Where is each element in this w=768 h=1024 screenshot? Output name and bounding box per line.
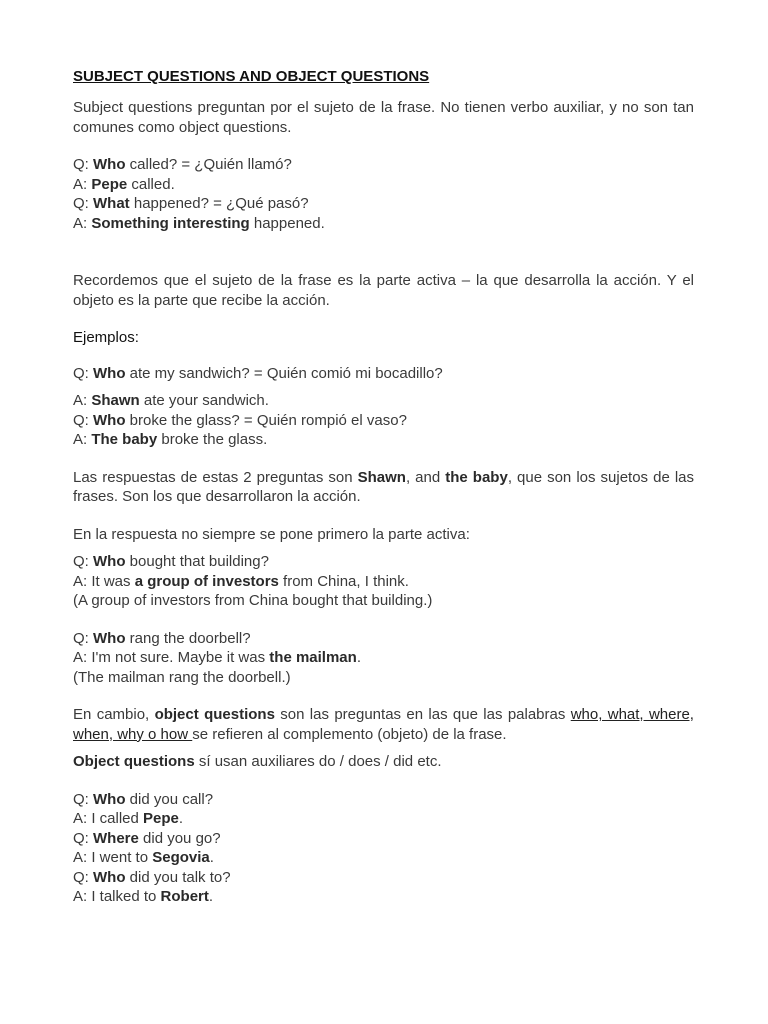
paren-line: (The mailman rang the doorbell.) — [73, 668, 291, 686]
qa-line: Q: Who ate my sandwich? = Quién comió mi bocadillo? — [73, 364, 443, 382]
qa-line: A: Something interesting happened. — [73, 214, 325, 232]
qa-line: Q: Who did you talk to? — [73, 868, 231, 886]
qa-line: A: I called Pepe. — [73, 810, 184, 827]
object-examples-block — [73, 790, 694, 907]
wh-words-underlined: who, what, where, when, why o how — [73, 706, 694, 743]
object-aux-paragraph: Object questions sí usan auxiliares do / does / did etc. — [73, 753, 442, 770]
no-siempre-paragraph: En la respuesta no siempre se pone primero la parte activa: — [73, 525, 470, 543]
qa-line: A: I went to Segovia. — [73, 849, 214, 866]
intro-paragraph: Subject questions preguntan por el sujeto de la frase. No tienen verbo auxiliar, y no son tan comunes como object questions. — [73, 99, 694, 136]
qa-line: Q: What happened? = ¿Qué pasó? — [73, 195, 309, 212]
qa-line: Q: Where did you go? — [73, 829, 221, 847]
qa-line: Q: Who rang the doorbell? — [73, 629, 251, 647]
ejemplos-heading: Ejemplos: — [73, 329, 139, 346]
qa-line: A: It was a group of investors from China, I think. — [73, 572, 409, 590]
recordemos-paragraph: Recordemos que el sujeto de la frase es la parte activa – la que desarrolla la acción. Y el objeto es la parte que recibe la acción. — [73, 272, 694, 309]
qa-line: A: I talked to Robert. — [73, 888, 214, 905]
document-title: SUBJECT QUESTIONS AND OBJECT QUESTIONS — [73, 68, 430, 85]
examples-block — [73, 391, 694, 450]
qa-line: Q: Who did you call? — [73, 790, 214, 808]
subject-examples-block — [73, 155, 694, 233]
qa-line: A: I'm not sure. Maybe it was the mailman. — [73, 649, 361, 666]
respuestas-paragraph: Las respuestas de estas 2 preguntas son Shawn, and the baby, que son los sujetos de las frases. Son los que desarrollaron la acción. — [73, 468, 694, 505]
qa-line: Q: Who broke the glass? = Quién rompió el vaso? — [73, 411, 407, 429]
qa-line: A: Pepe called. — [73, 175, 175, 193]
qa-line: Q: Who bought that building? — [73, 553, 269, 570]
building-example-block — [73, 552, 694, 611]
doorbell-example-block — [73, 629, 694, 688]
qa-line: Q: Who called? = ¿Quién llamó? — [73, 156, 292, 173]
paren-line: (A group of investors from China bought that building.) — [73, 592, 433, 609]
qa-line: A: The baby broke the glass. — [73, 431, 268, 448]
en-cambio-paragraph: En cambio, object questions son las preguntas en las que las palabras who, what, where, when, why o how se refieren al complemento (objeto) de la frase. — [73, 706, 694, 743]
qa-line: A: Shawn ate your sandwich. — [73, 392, 269, 409]
